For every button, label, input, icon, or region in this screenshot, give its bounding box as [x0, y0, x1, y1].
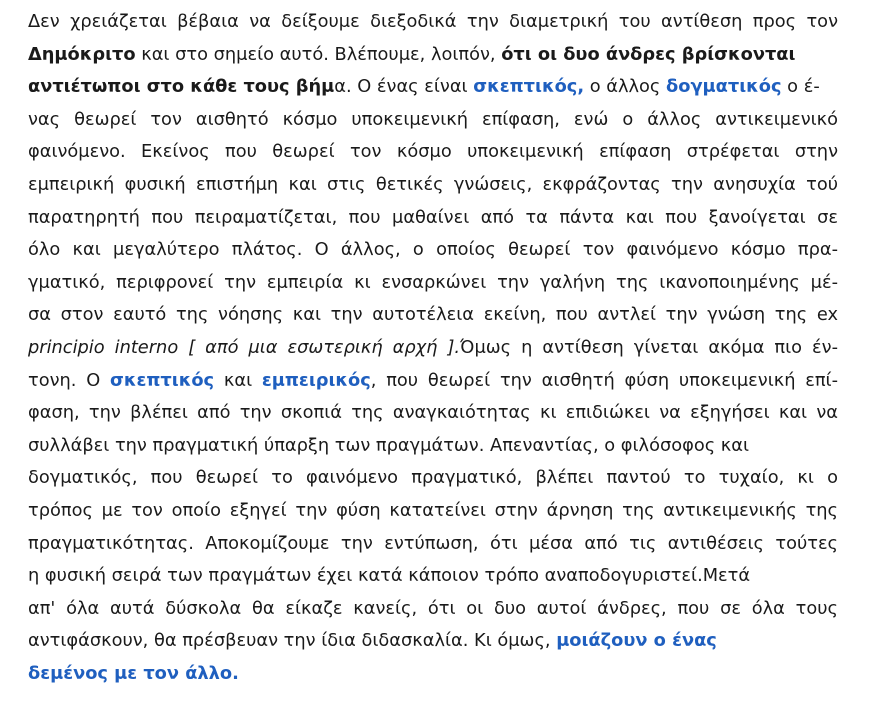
text-run: απ' όλα αυτά δύσκολα θα είκαζε κανείς, ότι οι δυο αυτοί άνδρες, που σε όλα τους: [28, 597, 838, 619]
text-line: [28, 658, 871, 691]
text-line: [28, 495, 838, 528]
text-line: [28, 528, 838, 561]
text-line: [28, 462, 838, 495]
text-run: σα στον εαυτό της νόησης και την αυτοτέλεια εκείνη, που αντλεί την γνώση της ex: [28, 304, 838, 326]
text-run: ο έ-: [781, 76, 820, 98]
text-line: [28, 430, 871, 463]
italic-text: principio interno [ από μια εσωτερική αρχή ].: [28, 336, 461, 358]
text-line: [28, 625, 871, 658]
text-line: [28, 365, 838, 398]
text-run: ο άλλος: [584, 76, 667, 98]
text-line: [28, 560, 871, 593]
text-run: α. Ο ένας είναι: [334, 76, 474, 98]
text-run: τρόπος με τον οποίο εξηγεί την φύση κατατείνει στην άρνηση της αντικειμενικής της: [28, 499, 838, 521]
highlighted-term: μοιάζουν ο ένας: [556, 630, 717, 652]
text-line: [28, 397, 838, 430]
highlighted-term: δεμένος με τον άλλο.: [28, 662, 239, 684]
text-line: [28, 267, 838, 300]
text-run: γματικό, περιφρονεί την εμπειρία κι ενσαρκώνει την γαλήνη της ικανοποιημένης μέ-: [28, 271, 838, 293]
text-line: [28, 169, 838, 202]
text-line: [28, 202, 838, 235]
text-run: και: [214, 369, 262, 391]
text-line: [28, 234, 838, 267]
text-run: Όμως η αντίθεση γίνεται ακόμα πιο έν-: [460, 336, 838, 358]
text-line: [28, 39, 871, 72]
text-run: πραγματικότητας. Αποκομίζουμε την εντύπωση, ότι μέσα από τις αντιθέσεις τούτες: [28, 532, 838, 554]
highlighted-term: σκεπτικός: [109, 369, 215, 391]
text-line: [28, 332, 838, 365]
text-run: φαινόμενο. Εκείνος που θεωρεί τον κόσμο υποκειμενική επίφαση στρέφεται στην: [28, 141, 838, 163]
text-line: [28, 593, 838, 626]
bold-text: Δημόκριτο: [28, 43, 136, 65]
text-run: εμπειρική φυσική επιστήμη και στις θετικές γνώσεις, εκφράζοντας την ανησυχία τού: [28, 173, 838, 195]
highlighted-term: δογματικός: [666, 76, 782, 98]
highlighted-term: σκεπτικός,: [473, 76, 585, 98]
bold-text: αντιέτωποι στο κάθε τους βήμ: [28, 76, 335, 98]
text-line: [28, 104, 838, 137]
text-run: Δεν χρειάζεται βέβαια να δείξουμε διεξοδικά την διαμετρική του αντίθεση προς τον: [28, 11, 838, 32]
text-run: δογματικός, που θεωρεί το φαινόμενο πραγματικό, βλέπει παντού το τυχαίο, κι ο: [28, 467, 838, 489]
highlighted-term: εμπειρικός: [261, 369, 371, 391]
text-run: τονη. Ο: [28, 369, 110, 391]
text-run: όλο και μεγαλύτερο πλάτος. Ο άλλος, ο οποίος θεωρεί τον φαινόμενο κόσμο πρα-: [28, 239, 838, 261]
text-run: συλλάβει την πραγματική ύπαρξη των πραγμάτων. Απεναντίας, ο φιλόσοφος και: [28, 434, 750, 456]
text-run: νας θεωρεί τον αισθητό κόσμο υποκειμενική επίφαση, ενώ ο άλλος αντικειμενικό: [28, 108, 838, 130]
text-line: [28, 299, 838, 332]
bold-text: ότι οι δυο άνδρες βρίσκονται: [501, 43, 796, 65]
text-line: [28, 6, 838, 39]
text-run: η φυσική σειρά των πραγμάτων έχει κατά κάποιον τρόπο αναποδογυριστεί.Μετά: [28, 565, 751, 587]
text-run: φαση, την βλέπει από την σκοπιά της αναγκαιότητας κι επιδιώκει να εξηγήσει και να: [28, 402, 838, 424]
text-run: και στο σημείο αυτό. Βλέπουμε, λοιπόν,: [135, 43, 502, 65]
text-run: , που θεωρεί την αισθητή φύση υποκειμενική επί-: [370, 369, 838, 391]
text-run: αντιφάσκουν, θα πρέσβευαν την ίδια διδασκαλία. Κι όμως,: [28, 630, 557, 652]
text-line: [28, 71, 871, 104]
text-line: [28, 136, 838, 169]
text-run: παρατηρητή που πειραματίζεται, που μαθαίνει από τα πάντα και που ξανοίγεται σε: [28, 206, 838, 228]
